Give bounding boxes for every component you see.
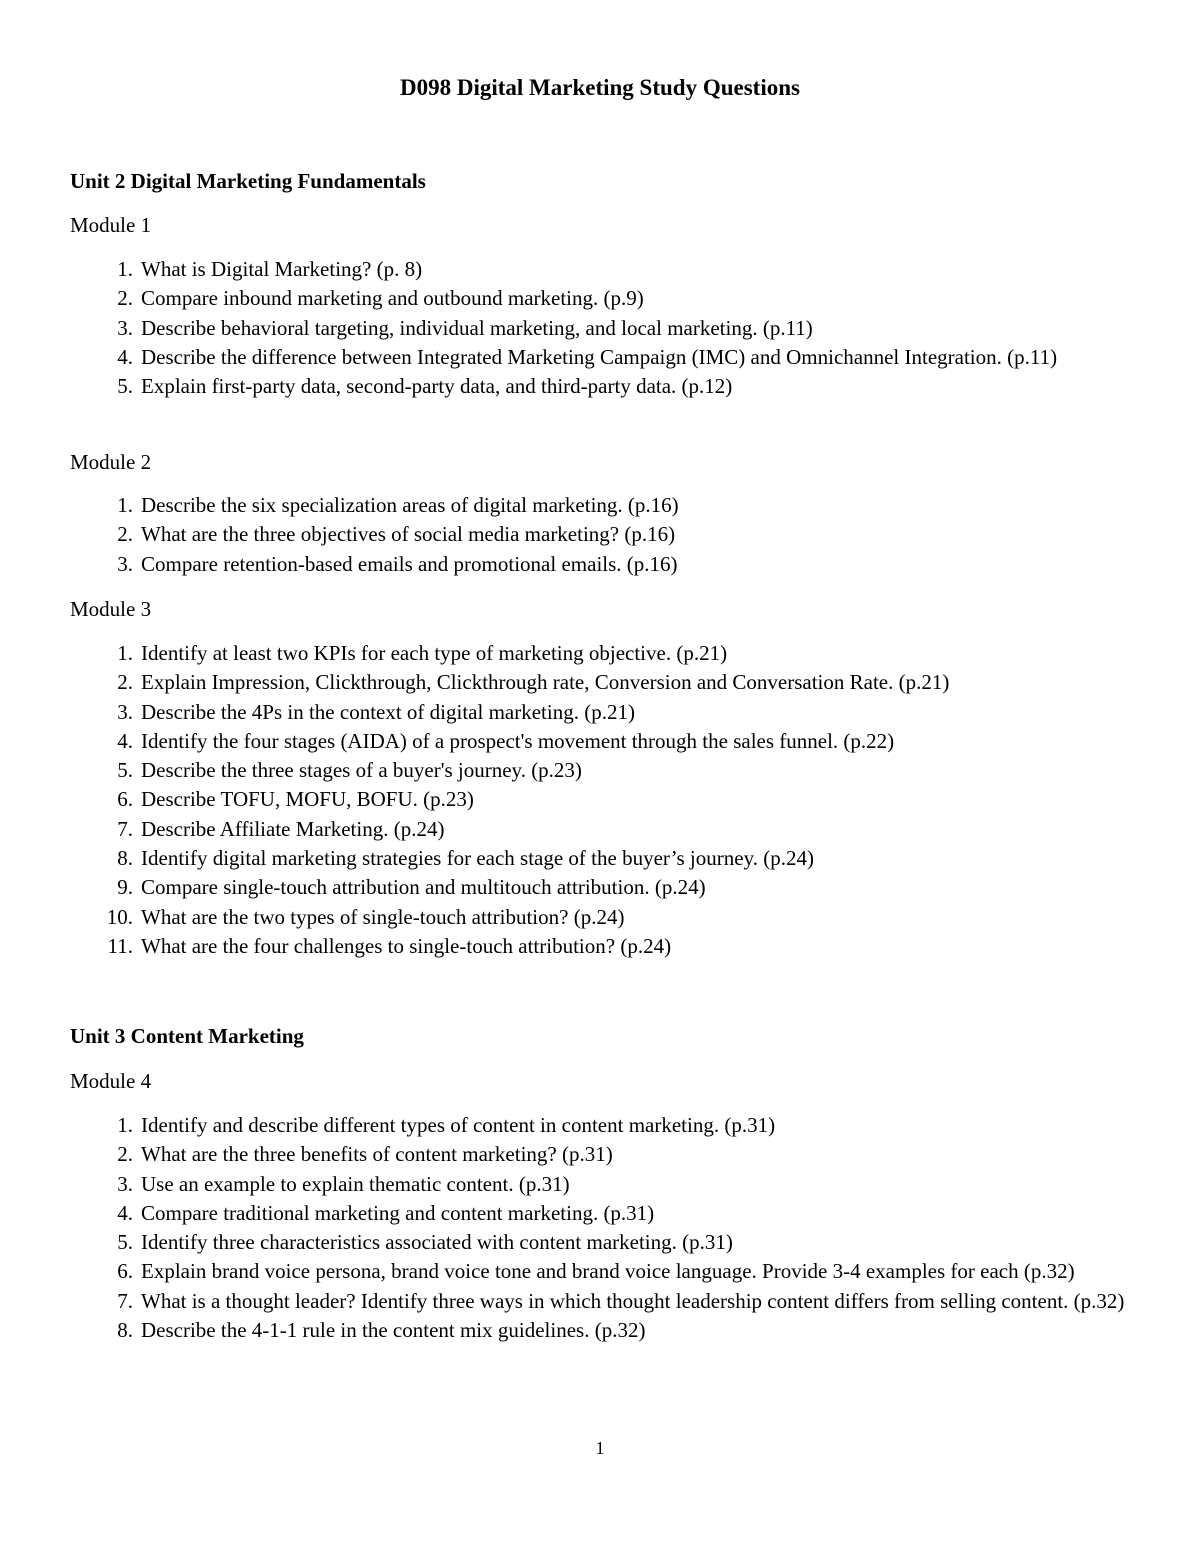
list-item: 1. Describe the six specialization areas of digital marketing. (p.16)	[117, 493, 679, 517]
page-number: 1	[595, 1438, 605, 1458]
list-item: 1. Identify and describe different types of content in content marketing. (p.31)	[117, 1113, 776, 1137]
question-list	[70, 639, 1140, 961]
question-list	[70, 491, 1140, 579]
module-label: Module 3	[70, 597, 152, 621]
list-item: 2. Explain Impression, Clickthrough, Clickthrough rate, Conversion and Conversation Rate. (p.21)	[117, 670, 950, 695]
list-item: 2. What are the three objectives of social media marketing? (p.16)	[117, 522, 676, 547]
list-item: 3. Describe the 4Ps in the context of digital marketing. (p.21)	[117, 699, 635, 724]
list-item: 5. Explain first-party data, second-party data, and third-party data. (p.12)	[117, 374, 733, 399]
list-item: 3. Describe behavioral targeting, individual marketing, and local marketing. (p.11)	[117, 315, 813, 340]
list-item: 10. What are the two types of single-touch attribution? (p.24)	[106, 904, 625, 929]
unit-heading: Unit 2 Digital Marketing Fundamentals	[70, 169, 426, 193]
list-item: 7. What is a thought leader? Identify three ways in which thought leadership content differs from selling content. (p.32)	[117, 1288, 1125, 1313]
module-label: Module 4	[70, 1069, 152, 1093]
unit-heading: Unit 3 Content Marketing	[70, 1024, 304, 1048]
list-item: 4. Compare traditional marketing and content marketing. (p.31)	[117, 1200, 655, 1225]
list-item: 1. Identify at least two KPIs for each type of marketing objective. (p.21)	[117, 641, 728, 665]
list-item: 4. Describe the difference between Integrated Marketing Campaign (IMC) and Omnichannel Integration. (p.11)	[117, 344, 1058, 369]
list-item: 11. What are the four challenges to single-touch attribution? (p.24)	[107, 933, 672, 958]
question-list	[70, 1111, 1140, 1345]
list-item: 7. Describe Affiliate Marketing. (p.24)	[117, 816, 445, 841]
document-title: D098 Digital Marketing Study Questions	[400, 75, 800, 100]
list-item: 5. Identify three characteristics associated with content marketing. (p.31)	[117, 1230, 733, 1255]
list-item: 8. Identify digital marketing strategies for each stage of the buyer’s journey. (p.24)	[117, 846, 814, 871]
list-item: 1. What is Digital Marketing? (p. 8)	[117, 257, 423, 281]
list-item: 3. Use an example to explain thematic content. (p.31)	[117, 1171, 570, 1196]
list-item: 2. What are the three benefits of content marketing? (p.31)	[117, 1142, 613, 1167]
list-item: 2. Compare inbound marketing and outbound marketing. (p.9)	[117, 286, 644, 311]
list-item: 8. Describe the 4-1-1 rule in the content mix guidelines. (p.32)	[117, 1318, 646, 1343]
list-item: 6. Describe TOFU, MOFU, BOFU. (p.23)	[117, 787, 474, 812]
list-item: 6. Explain brand voice persona, brand voice tone and brand voice language. Provide 3-4 examples for each (p.32)	[117, 1259, 1075, 1284]
list-item: 9. Compare single-touch attribution and multitouch attribution. (p.24)	[117, 875, 706, 900]
list-item: 5. Describe the three stages of a buyer's journey. (p.23)	[117, 758, 582, 783]
question-list	[70, 255, 1140, 401]
list-item: 4. Identify the four stages (AIDA) of a prospect's movement through the sales funnel. (p.22)	[117, 728, 895, 753]
list-item: 3. Compare retention-based emails and promotional emails. (p.16)	[117, 551, 678, 576]
module-label: Module 2	[70, 450, 152, 474]
module-label: Module 1	[70, 213, 152, 237]
